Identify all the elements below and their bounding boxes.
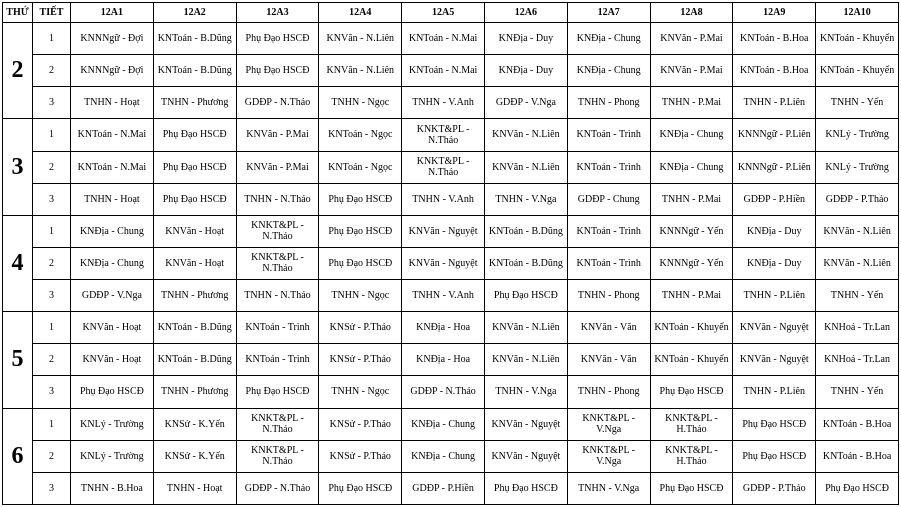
- table-row: [3, 247, 899, 279]
- lesson-cell: KNVăn - N.Liên: [484, 151, 567, 183]
- lesson-cell: KNĐịa - Duy: [733, 247, 816, 279]
- lesson-cell: TNHN - P.Liên: [733, 376, 816, 408]
- lesson-cell: KNVăn - Nguyệt: [484, 408, 567, 440]
- period-cell: 2: [33, 344, 71, 376]
- lesson-cell: KNToán - N.Mai: [402, 23, 485, 55]
- table-row: [3, 23, 899, 55]
- lesson-cell: TNHN - Yến: [816, 280, 899, 312]
- lesson-cell: TNHN - Phong: [567, 376, 650, 408]
- lesson-cell: GDĐP - Chung: [567, 183, 650, 215]
- lesson-cell: GDĐP - P.Hiền: [402, 472, 485, 504]
- lesson-cell: KNKT&PL - N.Thảo: [236, 247, 319, 279]
- lesson-cell: KNSử - P.Thảo: [319, 408, 402, 440]
- lesson-cell: KNToán - Khuyến: [816, 55, 899, 87]
- table-row: [3, 408, 899, 440]
- lesson-cell: Phụ Đạo HSCĐ: [319, 247, 402, 279]
- lesson-cell: KNKT&PL - V.Nga: [567, 440, 650, 472]
- table-row: [3, 151, 899, 183]
- lesson-cell: KNToán - B.Hoa: [816, 440, 899, 472]
- lesson-cell: TNHN - V.Anh: [402, 280, 485, 312]
- lesson-cell: GDĐP - P.Hiền: [733, 183, 816, 215]
- lesson-cell: TNHN - Phương: [153, 87, 236, 119]
- lesson-cell: KNToán - B.Dũng: [153, 55, 236, 87]
- lesson-cell: KNVăn - Hoạt: [71, 344, 154, 376]
- lesson-cell: Phụ Đạo HSCĐ: [319, 215, 402, 247]
- lesson-cell: KNLý - Trường: [816, 151, 899, 183]
- lesson-cell: KNToán - Ngọc: [319, 151, 402, 183]
- lesson-cell: KNVăn - Hoạt: [71, 312, 154, 344]
- period-cell: 3: [33, 87, 71, 119]
- table-row: [3, 55, 899, 87]
- lesson-cell: KNVăn - N.Liên: [816, 247, 899, 279]
- period-cell: 2: [33, 440, 71, 472]
- table-row: [3, 215, 899, 247]
- day-cell: 5: [3, 312, 33, 408]
- lesson-cell: KNToán - Trình: [567, 247, 650, 279]
- lesson-cell: Phụ Đạo HSCĐ: [319, 472, 402, 504]
- table-row: [3, 376, 899, 408]
- timetable: [2, 2, 899, 505]
- day-column-header: THỨ: [3, 3, 33, 23]
- lesson-cell: KNĐịa - Chung: [567, 23, 650, 55]
- lesson-cell: KNVăn - Hoạt: [153, 215, 236, 247]
- lesson-cell: KNKT&PL - N.Thảo: [402, 119, 485, 151]
- lesson-cell: KNSử - K.Yến: [153, 440, 236, 472]
- lesson-cell: KNLý - Trường: [71, 440, 154, 472]
- table-row: [3, 183, 899, 215]
- lesson-cell: KNĐịa - Duy: [484, 55, 567, 87]
- lesson-cell: TNHN - V.Anh: [402, 183, 485, 215]
- period-cell: 1: [33, 215, 71, 247]
- lesson-cell: TNHN - V.Nga: [567, 472, 650, 504]
- lesson-cell: TNHN - Hoạt: [71, 87, 154, 119]
- lesson-cell: Phụ Đạo HSCĐ: [484, 280, 567, 312]
- class-header: 12A5: [402, 3, 485, 23]
- class-header: 12A1: [71, 3, 154, 23]
- lesson-cell: KNToán - B.Hoa: [733, 23, 816, 55]
- lesson-cell: TNHN - Ngọc: [319, 87, 402, 119]
- period-cell: 1: [33, 23, 71, 55]
- day-cell: 3: [3, 119, 33, 215]
- lesson-cell: Phụ Đạo HSCĐ: [733, 408, 816, 440]
- lesson-cell: KNVăn - Nguyệt: [733, 312, 816, 344]
- class-header: 12A4: [319, 3, 402, 23]
- lesson-cell: KNToán - Ngọc: [319, 119, 402, 151]
- lesson-cell: KNToán - B.Hoa: [733, 55, 816, 87]
- table-row: [3, 87, 899, 119]
- table-row: [3, 280, 899, 312]
- lesson-cell: KNVăn - Nguyệt: [402, 215, 485, 247]
- class-header: 12A6: [484, 3, 567, 23]
- lesson-cell: Phụ Đạo HSCĐ: [733, 440, 816, 472]
- lesson-cell: KNToán - B.Dũng: [153, 344, 236, 376]
- lesson-cell: KNNNgữ - P.Liên: [733, 119, 816, 151]
- lesson-cell: KNVăn - Văn: [567, 344, 650, 376]
- lesson-cell: KNVăn - Nguyệt: [484, 440, 567, 472]
- lesson-cell: KNVăn - N.Liên: [319, 23, 402, 55]
- lesson-cell: TNHN - P.Liên: [733, 87, 816, 119]
- period-cell: 1: [33, 408, 71, 440]
- lesson-cell: KNVăn - N.Liên: [484, 119, 567, 151]
- lesson-cell: TNHN - Yến: [816, 87, 899, 119]
- lesson-cell: KNToán - N.Mai: [71, 151, 154, 183]
- lesson-cell: KNĐịa - Chung: [402, 440, 485, 472]
- lesson-cell: KNToán - Trình: [567, 215, 650, 247]
- lesson-cell: TNHN - Hoạt: [71, 183, 154, 215]
- lesson-cell: Phụ Đạo HSCĐ: [484, 472, 567, 504]
- class-header: 12A3: [236, 3, 319, 23]
- lesson-cell: KNToán - N.Mai: [402, 55, 485, 87]
- lesson-cell: TNHN - V.Nga: [484, 183, 567, 215]
- lesson-cell: KNVăn - P.Mai: [650, 55, 733, 87]
- lesson-cell: KNVăn - P.Mai: [650, 23, 733, 55]
- lesson-cell: KNKT&PL - V.Nga: [567, 408, 650, 440]
- lesson-cell: KNĐịa - Chung: [650, 119, 733, 151]
- period-column-header: TIẾT: [33, 3, 71, 23]
- day-cell: 6: [3, 408, 33, 505]
- lesson-cell: KNVăn - N.Liên: [484, 344, 567, 376]
- lesson-cell: GDĐP - N.Thảo: [236, 472, 319, 504]
- period-cell: 2: [33, 247, 71, 279]
- lesson-cell: TNHN - Yến: [816, 376, 899, 408]
- period-cell: 3: [33, 472, 71, 504]
- lesson-cell: TNHN - N.Thảo: [236, 280, 319, 312]
- lesson-cell: TNHN - N.Thảo: [236, 183, 319, 215]
- lesson-cell: Phụ Đạo HSCĐ: [650, 376, 733, 408]
- lesson-cell: TNHN - P.Mai: [650, 183, 733, 215]
- lesson-cell: KNKT&PL - H.Thảo: [650, 408, 733, 440]
- lesson-cell: TNHN - B.Hoa: [71, 472, 154, 504]
- lesson-cell: KNĐịa - Chung: [71, 247, 154, 279]
- lesson-cell: KNToán - B.Dũng: [153, 23, 236, 55]
- table-row: [3, 440, 899, 472]
- lesson-cell: KNLý - Trường: [816, 119, 899, 151]
- lesson-cell: TNHN - Hoạt: [153, 472, 236, 504]
- lesson-cell: Phụ Đạo HSCĐ: [816, 472, 899, 504]
- lesson-cell: KNVăn - P.Mai: [236, 119, 319, 151]
- lesson-cell: TNHN - P.Mai: [650, 87, 733, 119]
- lesson-cell: KNKT&PL - N.Thảo: [236, 215, 319, 247]
- period-cell: 3: [33, 183, 71, 215]
- lesson-cell: TNHN - V.Anh: [402, 87, 485, 119]
- table-row: [3, 344, 899, 376]
- lesson-cell: Phụ Đạo HSCĐ: [153, 151, 236, 183]
- header-row: [3, 3, 899, 23]
- lesson-cell: KNĐịa - Duy: [484, 23, 567, 55]
- lesson-cell: KNVăn - N.Liên: [319, 55, 402, 87]
- lesson-cell: KNVăn - Nguyệt: [402, 247, 485, 279]
- lesson-cell: Phụ Đạo HSCĐ: [236, 23, 319, 55]
- lesson-cell: KNNNgữ - Yến: [650, 247, 733, 279]
- lesson-cell: KNĐịa - Chung: [650, 151, 733, 183]
- lesson-cell: Phụ Đạo HSCĐ: [319, 183, 402, 215]
- lesson-cell: Phụ Đạo HSCĐ: [650, 472, 733, 504]
- period-cell: 3: [33, 280, 71, 312]
- lesson-cell: KNToán - Trình: [567, 151, 650, 183]
- lesson-cell: KNVăn - N.Liên: [484, 312, 567, 344]
- lesson-cell: TNHN - P.Liên: [733, 280, 816, 312]
- class-header: 12A7: [567, 3, 650, 23]
- lesson-cell: KNKT&PL - H.Thảo: [650, 440, 733, 472]
- lesson-cell: KNSử - K.Yến: [153, 408, 236, 440]
- class-header: 12A2: [153, 3, 236, 23]
- period-cell: 3: [33, 376, 71, 408]
- lesson-cell: TNHN - P.Mai: [650, 280, 733, 312]
- day-cell: 2: [3, 23, 33, 119]
- lesson-cell: KNVăn - Văn: [567, 312, 650, 344]
- lesson-cell: GDĐP - P.Thảo: [733, 472, 816, 504]
- lesson-cell: KNNNgữ - Đợi: [71, 55, 154, 87]
- table-row: [3, 472, 899, 504]
- lesson-cell: Phụ Đạo HSCĐ: [236, 55, 319, 87]
- lesson-cell: KNToán - B.Dũng: [153, 312, 236, 344]
- lesson-cell: KNĐịa - Hoa: [402, 344, 485, 376]
- lesson-cell: KNSử - P.Thảo: [319, 312, 402, 344]
- lesson-cell: KNVăn - Nguyệt: [733, 344, 816, 376]
- lesson-cell: GDĐP - V.Nga: [484, 87, 567, 119]
- lesson-cell: TNHN - Phong: [567, 280, 650, 312]
- period-cell: 1: [33, 312, 71, 344]
- lesson-cell: GDĐP - N.Thảo: [402, 376, 485, 408]
- lesson-cell: KNKT&PL - N.Thảo: [236, 440, 319, 472]
- lesson-cell: TNHN - V.Nga: [484, 376, 567, 408]
- lesson-cell: KNNNgữ - Yến: [650, 215, 733, 247]
- lesson-cell: GDĐP - N.Thảo: [236, 87, 319, 119]
- lesson-cell: KNĐịa - Chung: [71, 215, 154, 247]
- class-header: 12A8: [650, 3, 733, 23]
- lesson-cell: TNHN - Phong: [567, 87, 650, 119]
- lesson-cell: KNNNgữ - Đợi: [71, 23, 154, 55]
- lesson-cell: Phụ Đạo HSCĐ: [236, 376, 319, 408]
- lesson-cell: KNVăn - N.Liên: [816, 215, 899, 247]
- lesson-cell: KNVăn - P.Mai: [236, 151, 319, 183]
- lesson-cell: KNKT&PL - N.Thảo: [402, 151, 485, 183]
- lesson-cell: KNĐịa - Chung: [567, 55, 650, 87]
- lesson-cell: KNToán - B.Dũng: [484, 247, 567, 279]
- lesson-cell: KNToán - B.Dũng: [484, 215, 567, 247]
- period-cell: 2: [33, 55, 71, 87]
- class-header: 12A9: [733, 3, 816, 23]
- lesson-cell: KNHoá - Tr.Lan: [816, 312, 899, 344]
- lesson-cell: KNToán - Trình: [236, 344, 319, 376]
- lesson-cell: Phụ Đạo HSCĐ: [153, 183, 236, 215]
- lesson-cell: Phụ Đạo HSCĐ: [71, 376, 154, 408]
- lesson-cell: KNĐịa - Duy: [733, 215, 816, 247]
- lesson-cell: KNĐịa - Chung: [402, 408, 485, 440]
- lesson-cell: GDĐP - P.Thảo: [816, 183, 899, 215]
- lesson-cell: KNLý - Trường: [71, 408, 154, 440]
- table-row: [3, 119, 899, 151]
- class-header: 12A10: [816, 3, 899, 23]
- lesson-cell: KNHoá - Tr.Lan: [816, 344, 899, 376]
- lesson-cell: KNToán - Khuyến: [650, 344, 733, 376]
- lesson-cell: KNĐịa - Hoa: [402, 312, 485, 344]
- lesson-cell: KNToán - Khuyến: [650, 312, 733, 344]
- table-row: [3, 312, 899, 344]
- lesson-cell: TNHN - Ngọc: [319, 376, 402, 408]
- period-cell: 2: [33, 151, 71, 183]
- lesson-cell: KNToán - B.Hoa: [816, 408, 899, 440]
- lesson-cell: KNVăn - Hoạt: [153, 247, 236, 279]
- day-cell: 4: [3, 215, 33, 311]
- period-cell: 1: [33, 119, 71, 151]
- lesson-cell: KNSử - P.Thảo: [319, 344, 402, 376]
- lesson-cell: KNToán - N.Mai: [71, 119, 154, 151]
- lesson-cell: KNToán - Khuyến: [816, 23, 899, 55]
- lesson-cell: GDĐP - V.Nga: [71, 280, 154, 312]
- lesson-cell: TNHN - Phương: [153, 280, 236, 312]
- lesson-cell: TNHN - Ngọc: [319, 280, 402, 312]
- lesson-cell: KNKT&PL - N.Thảo: [236, 408, 319, 440]
- lesson-cell: KNSử - P.Thảo: [319, 440, 402, 472]
- lesson-cell: KNToán - Trình: [567, 119, 650, 151]
- lesson-cell: KNToán - Trình: [236, 312, 319, 344]
- lesson-cell: TNHN - Phương: [153, 376, 236, 408]
- lesson-cell: Phụ Đạo HSCĐ: [153, 119, 236, 151]
- lesson-cell: KNNNgữ - P.Liên: [733, 151, 816, 183]
